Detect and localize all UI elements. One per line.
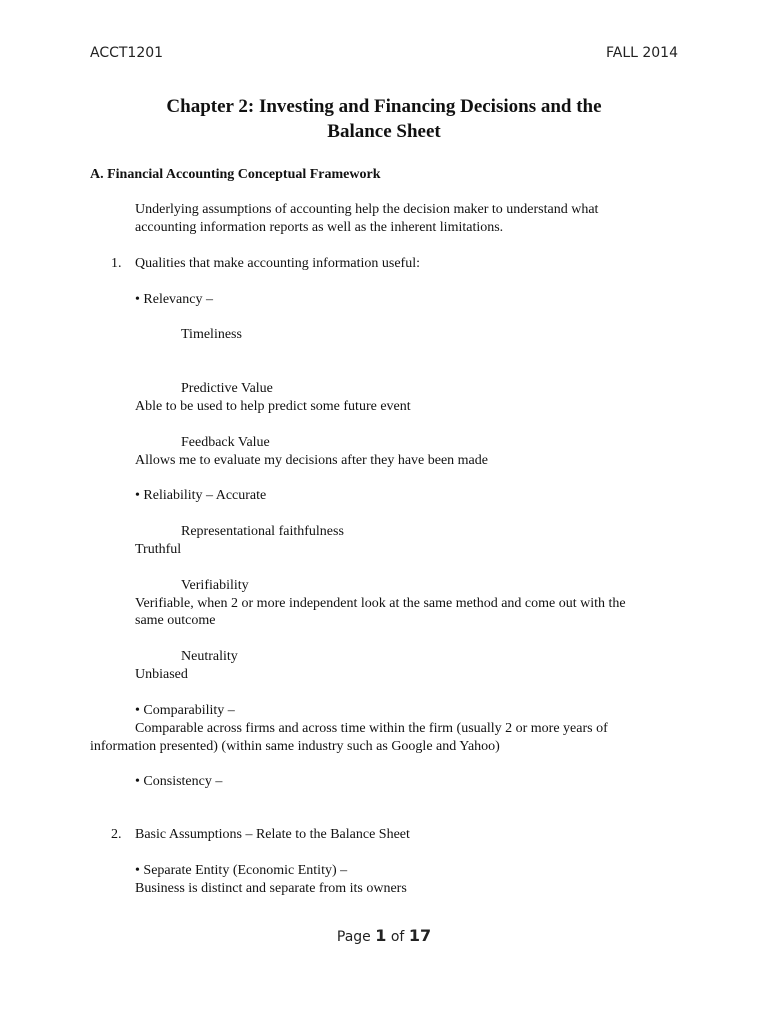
section-a-intro-line-2: accounting information reports as well as the inherent limitations. bbox=[135, 220, 504, 235]
section-a-intro-line-1: Underlying assumptions of accounting help the decision maker to understand what bbox=[135, 202, 599, 217]
title-line-2: Balance Sheet bbox=[327, 121, 441, 142]
item-2-text: Basic Assumptions – Relate to the Balance Sheet bbox=[135, 827, 410, 842]
page-title bbox=[0, 94, 768, 144]
header-course: ACCT1201 bbox=[90, 45, 164, 61]
item-1-text: Qualities that make accounting information useful: bbox=[135, 256, 420, 271]
separate-entity-desc: Business is distinct and separate from its owners bbox=[135, 881, 407, 896]
page-of-label: of bbox=[390, 929, 405, 945]
current-page: 1 bbox=[375, 926, 387, 945]
representational-title: Representational faithfulness bbox=[181, 524, 344, 539]
section-a-heading: A. Financial Accounting Conceptual Framework bbox=[90, 167, 381, 182]
page-label: Page bbox=[336, 929, 371, 945]
page-number-footer bbox=[0, 926, 768, 945]
representational-desc: Truthful bbox=[135, 542, 182, 557]
item-2-number: 2. bbox=[111, 827, 122, 842]
item-1-number: 1. bbox=[111, 256, 122, 271]
verifiability-title: Verifiability bbox=[181, 578, 249, 593]
title-line-1: Chapter 2: Investing and Financing Decisions and the bbox=[166, 96, 602, 117]
consistency-bullet: • Consistency – bbox=[135, 774, 223, 789]
neutrality-title: Neutrality bbox=[181, 649, 238, 664]
feedback-value-title: Feedback Value bbox=[181, 435, 270, 450]
predictive-value-title: Predictive Value bbox=[181, 381, 273, 396]
verifiability-desc-line-1: Verifiable, when 2 or more independent look at the same method and come out with the bbox=[135, 596, 626, 611]
verifiability-desc-line-2: same outcome bbox=[135, 613, 216, 628]
timeliness-title: Timeliness bbox=[181, 327, 242, 342]
comparability-bullet: • Comparability – bbox=[135, 703, 235, 718]
reliability-bullet: • Reliability – Accurate bbox=[135, 488, 267, 503]
separate-entity-bullet: • Separate Entity (Economic Entity) – bbox=[135, 863, 348, 878]
relevancy-bullet: • Relevancy – bbox=[135, 292, 213, 307]
comparability-desc-line-1: Comparable across firms and across time within the firm (usually 2 or more years of bbox=[135, 721, 608, 736]
feedback-value-desc: Allows me to evaluate my decisions after they have been made bbox=[135, 453, 488, 468]
header-term: FALL 2014 bbox=[605, 45, 678, 61]
predictive-value-desc: Able to be used to help predict some future event bbox=[135, 399, 411, 414]
total-pages: 17 bbox=[408, 926, 432, 945]
neutrality-desc: Unbiased bbox=[135, 667, 188, 682]
comparability-desc-line-2: information presented) (within same industry such as Google and Yahoo) bbox=[90, 739, 500, 754]
